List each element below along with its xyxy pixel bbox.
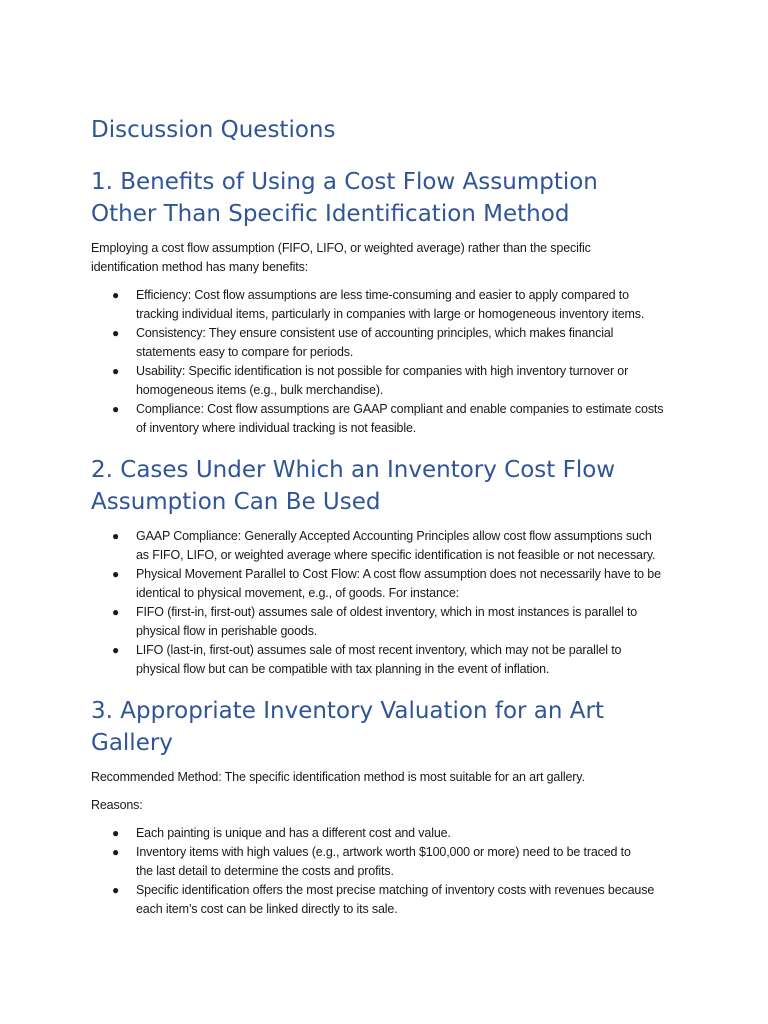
bullet-icon: ● xyxy=(112,567,120,581)
list-item: ● Efficiency: Cost flow assumptions are less time-consuming and easier to apply compared to tracking individual items, particularly in companies with large or homogeneous inventory items. xyxy=(112,288,645,321)
bullet-list xyxy=(91,286,691,438)
bullet-icon: ● xyxy=(112,826,120,840)
list-item: ● Usability: Specific identification is not possible for companies with high inventory turnover or homogeneous items (e.g., bulk merchandise). xyxy=(112,364,629,397)
paragraph-line: Employing a cost flow assumption (FIFO, LIFO, or weighted average) rather than the specific xyxy=(91,241,591,255)
bullet-icon: ● xyxy=(112,402,120,416)
bullet-icon: ● xyxy=(112,326,120,340)
section-art-gallery xyxy=(91,695,691,919)
bullet-list xyxy=(91,527,691,679)
reasons-label: Reasons: xyxy=(91,798,143,812)
section-heading xyxy=(91,695,691,759)
section-cost-flow-cases xyxy=(91,454,691,679)
bullet-icon: ● xyxy=(112,529,120,543)
intro-paragraph xyxy=(91,239,691,277)
bullet-icon: ● xyxy=(112,288,120,302)
section-heading xyxy=(91,454,691,518)
list-item: ● Each painting is unique and has a different cost and value. xyxy=(91,824,691,843)
document-content xyxy=(91,114,691,935)
bullet-list xyxy=(91,824,691,919)
heading-line: 3. Appropriate Inventory Valuation for an Art xyxy=(91,698,604,724)
section-benefits xyxy=(91,166,691,438)
list-item: ● FIFO (first-in, first-out) assumes sale of oldest inventory, which in most instances is parallel to physical flow in perishable goods. xyxy=(112,605,638,638)
list-item: ● Physical Movement Parallel to Cost Flow: A cost flow assumption does not necessarily have to be identical to physical movement, e.g., of goods. For instance: xyxy=(112,567,661,600)
list-item: ● Specific identification offers the most precise matching of inventory costs with revenues because each item’s cost can be linked directly to its sale. xyxy=(112,883,655,916)
bullet-icon: ● xyxy=(112,364,120,378)
bullet-icon: ● xyxy=(112,643,120,657)
section-heading xyxy=(91,166,691,230)
heading-line: Other Than Specific Identification Method xyxy=(91,201,570,227)
heading-line: Gallery xyxy=(91,730,173,756)
heading-line: 2. Cases Under Which an Inventory Cost Flow xyxy=(91,457,616,483)
document-title: Discussion Questions xyxy=(91,117,336,143)
list-item: ● Compliance: Cost flow assumptions are GAAP compliant and enable companies to estimate costs of inventory where individual tracking is not feasible. xyxy=(112,402,664,435)
list-item: ● GAAP Compliance: Generally Accepted Accounting Principles allow cost flow assumptions such as FIFO, LIFO, or weighted average where specific identification is not feasible or not necessary. xyxy=(112,529,656,562)
paragraph-line: identification method has many benefits: xyxy=(91,260,309,274)
bullet-icon: ● xyxy=(112,845,120,859)
bullet-icon: ● xyxy=(112,605,120,619)
recommended-paragraph: Recommended Method: The specific identification method is most suitable for an art gallery. xyxy=(91,770,585,784)
list-item: ● LIFO (last-in, first-out) assumes sale of most recent inventory, which may not be parallel to physical flow but can be compatible with tax planning in the event of inflation. xyxy=(112,643,622,676)
bullet-icon: ● xyxy=(112,883,120,897)
heading-line: Assumption Can Be Used xyxy=(91,489,381,515)
list-item: ● Inventory items with high values (e.g., artwork worth $100,000 or more) need to be traced to the last detail to determine the costs and profits. xyxy=(112,845,631,878)
list-item: ● Consistency: They ensure consistent use of accounting principles, which makes financial statements easy to compare for periods. xyxy=(112,326,614,359)
heading-line: 1. Benefits of Using a Cost Flow Assumption xyxy=(91,169,598,195)
